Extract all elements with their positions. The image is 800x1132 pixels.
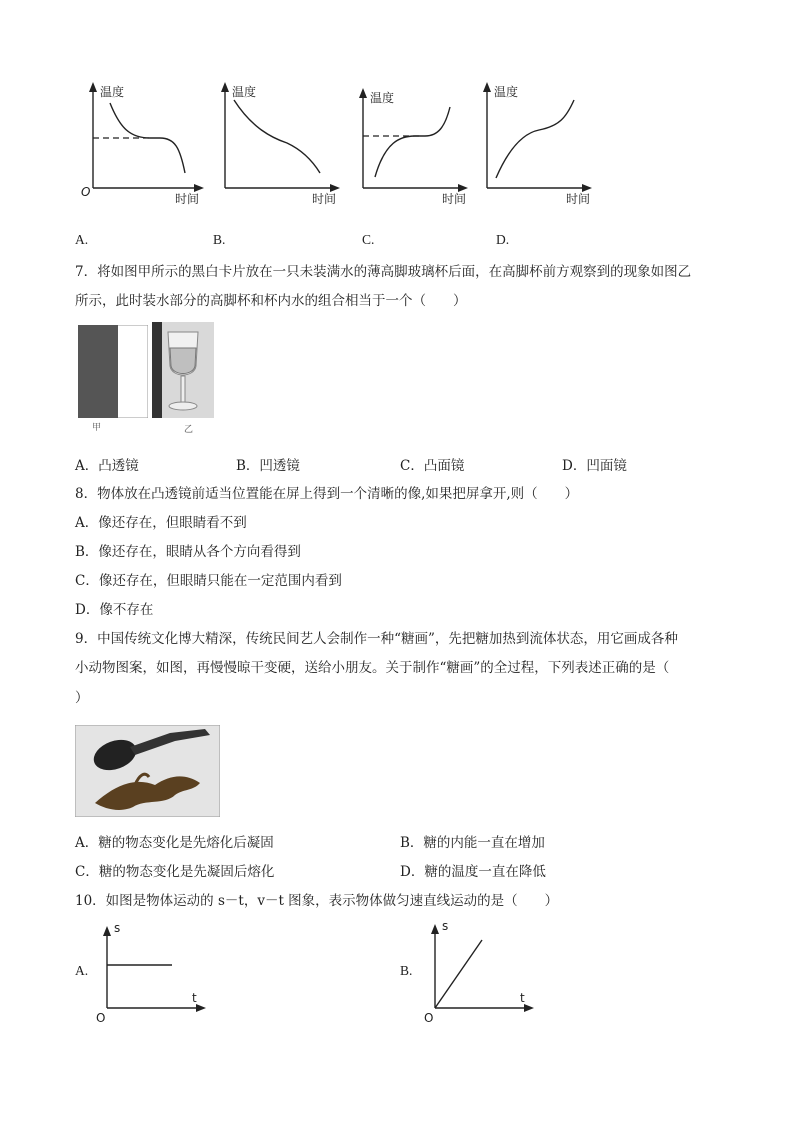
q7-stem-line2: 所示，此时装水部分的高脚杯和杯内水的组合相当于一个（ ） bbox=[75, 293, 467, 309]
q9-option-d[interactable]: D．糖的温度一直在降低 bbox=[400, 864, 546, 880]
q7-option-d[interactable]: D．凹面镜 bbox=[562, 458, 627, 474]
y-axis-label: 温度 bbox=[100, 85, 125, 99]
q9-option-c[interactable]: C．糖的物态变化是先凝固后熔化 bbox=[75, 864, 275, 880]
x-axis-label: 时间 bbox=[312, 192, 337, 206]
q8-option-c[interactable]: C．像还存在，但眼睛只能在一定范围内看到 bbox=[75, 573, 342, 589]
q6-graph-a bbox=[80, 78, 205, 206]
q8-stem: 8．物体放在凸透镜前适当位置能在屏上得到一个清晰的像,如果把屏拿开,则（ ） bbox=[75, 486, 579, 502]
q6-option-a[interactable]: A. bbox=[75, 232, 89, 247]
q7-option-b[interactable]: B．凹透镜 bbox=[236, 458, 300, 474]
q10-graph-b bbox=[420, 918, 535, 1025]
x-axis-label: 时间 bbox=[442, 192, 467, 206]
q10-option-a[interactable]: A. bbox=[75, 963, 89, 978]
x-axis-label: 时间 bbox=[175, 192, 200, 206]
x-axis-label: 时间 bbox=[566, 192, 591, 206]
q7-goblet-image bbox=[152, 322, 214, 418]
q7-option-a[interactable]: A．凸透镜 bbox=[75, 458, 139, 474]
q10-graph-a bbox=[92, 920, 207, 1025]
y-axis-label: 温度 bbox=[494, 85, 519, 99]
q6-option-b[interactable]: B. bbox=[213, 232, 226, 247]
q9-sugar-painting-image bbox=[75, 725, 220, 817]
q6-option-c[interactable]: C. bbox=[362, 232, 375, 247]
q7-caption-jia: 甲 bbox=[92, 423, 102, 433]
x-axis-label: t bbox=[192, 991, 197, 1005]
q8-option-a[interactable]: A．像还存在，但眼睛看不到 bbox=[75, 515, 247, 531]
q9-option-a[interactable]: A．糖的物态变化是先熔化后凝固 bbox=[75, 835, 274, 851]
q9-option-b[interactable]: B．糖的内能一直在增加 bbox=[400, 835, 545, 851]
q10-option-b[interactable]: B. bbox=[400, 963, 413, 978]
q9-stem-line2: 小动物图案，如图，再慢慢晾干变硬，送给小朋友。关于制作“糖画”的全过程，下列表述正确的是（ bbox=[75, 660, 670, 676]
origin-label: O bbox=[96, 1011, 106, 1025]
y-axis-label: s bbox=[114, 921, 121, 935]
q6-option-d[interactable]: D. bbox=[496, 232, 510, 247]
origin-label: O bbox=[81, 185, 91, 199]
y-axis-label: 温度 bbox=[232, 85, 257, 99]
q8-option-d[interactable]: D．像不存在 bbox=[75, 602, 154, 618]
q6-graph-c bbox=[350, 82, 470, 206]
q7-card-image bbox=[78, 325, 148, 418]
q6-graph-b bbox=[212, 78, 342, 206]
q7-caption-yi: 乙 bbox=[184, 425, 194, 435]
q7-option-c[interactable]: C．凸面镜 bbox=[400, 458, 465, 474]
y-axis-label: 温度 bbox=[370, 91, 395, 105]
q7-stem-line1: 7．将如图甲所示的黑白卡片放在一只未装满水的薄高脚玻璃杯后面，在高脚杯前方观察到的现象如图乙 bbox=[75, 264, 692, 280]
q8-option-b[interactable]: B．像还存在，眼睛从各个方向看得到 bbox=[75, 544, 301, 560]
q6-graph-d bbox=[474, 78, 594, 206]
x-axis-label: t bbox=[520, 991, 525, 1005]
q9-stem-line3: ） bbox=[75, 690, 89, 706]
origin-label: O bbox=[424, 1011, 434, 1025]
y-axis-label: s bbox=[442, 919, 449, 933]
q9-stem-line1: 9．中国传统文化博大精深，传统民间艺人会制作一种“糖画”，先把糖加热到流体状态，用它画成各种 bbox=[75, 631, 678, 647]
q10-stem: 10．如图是物体运动的 s－t，v－t 图象，表示物体做匀速直线运动的是（ ） bbox=[75, 893, 559, 909]
